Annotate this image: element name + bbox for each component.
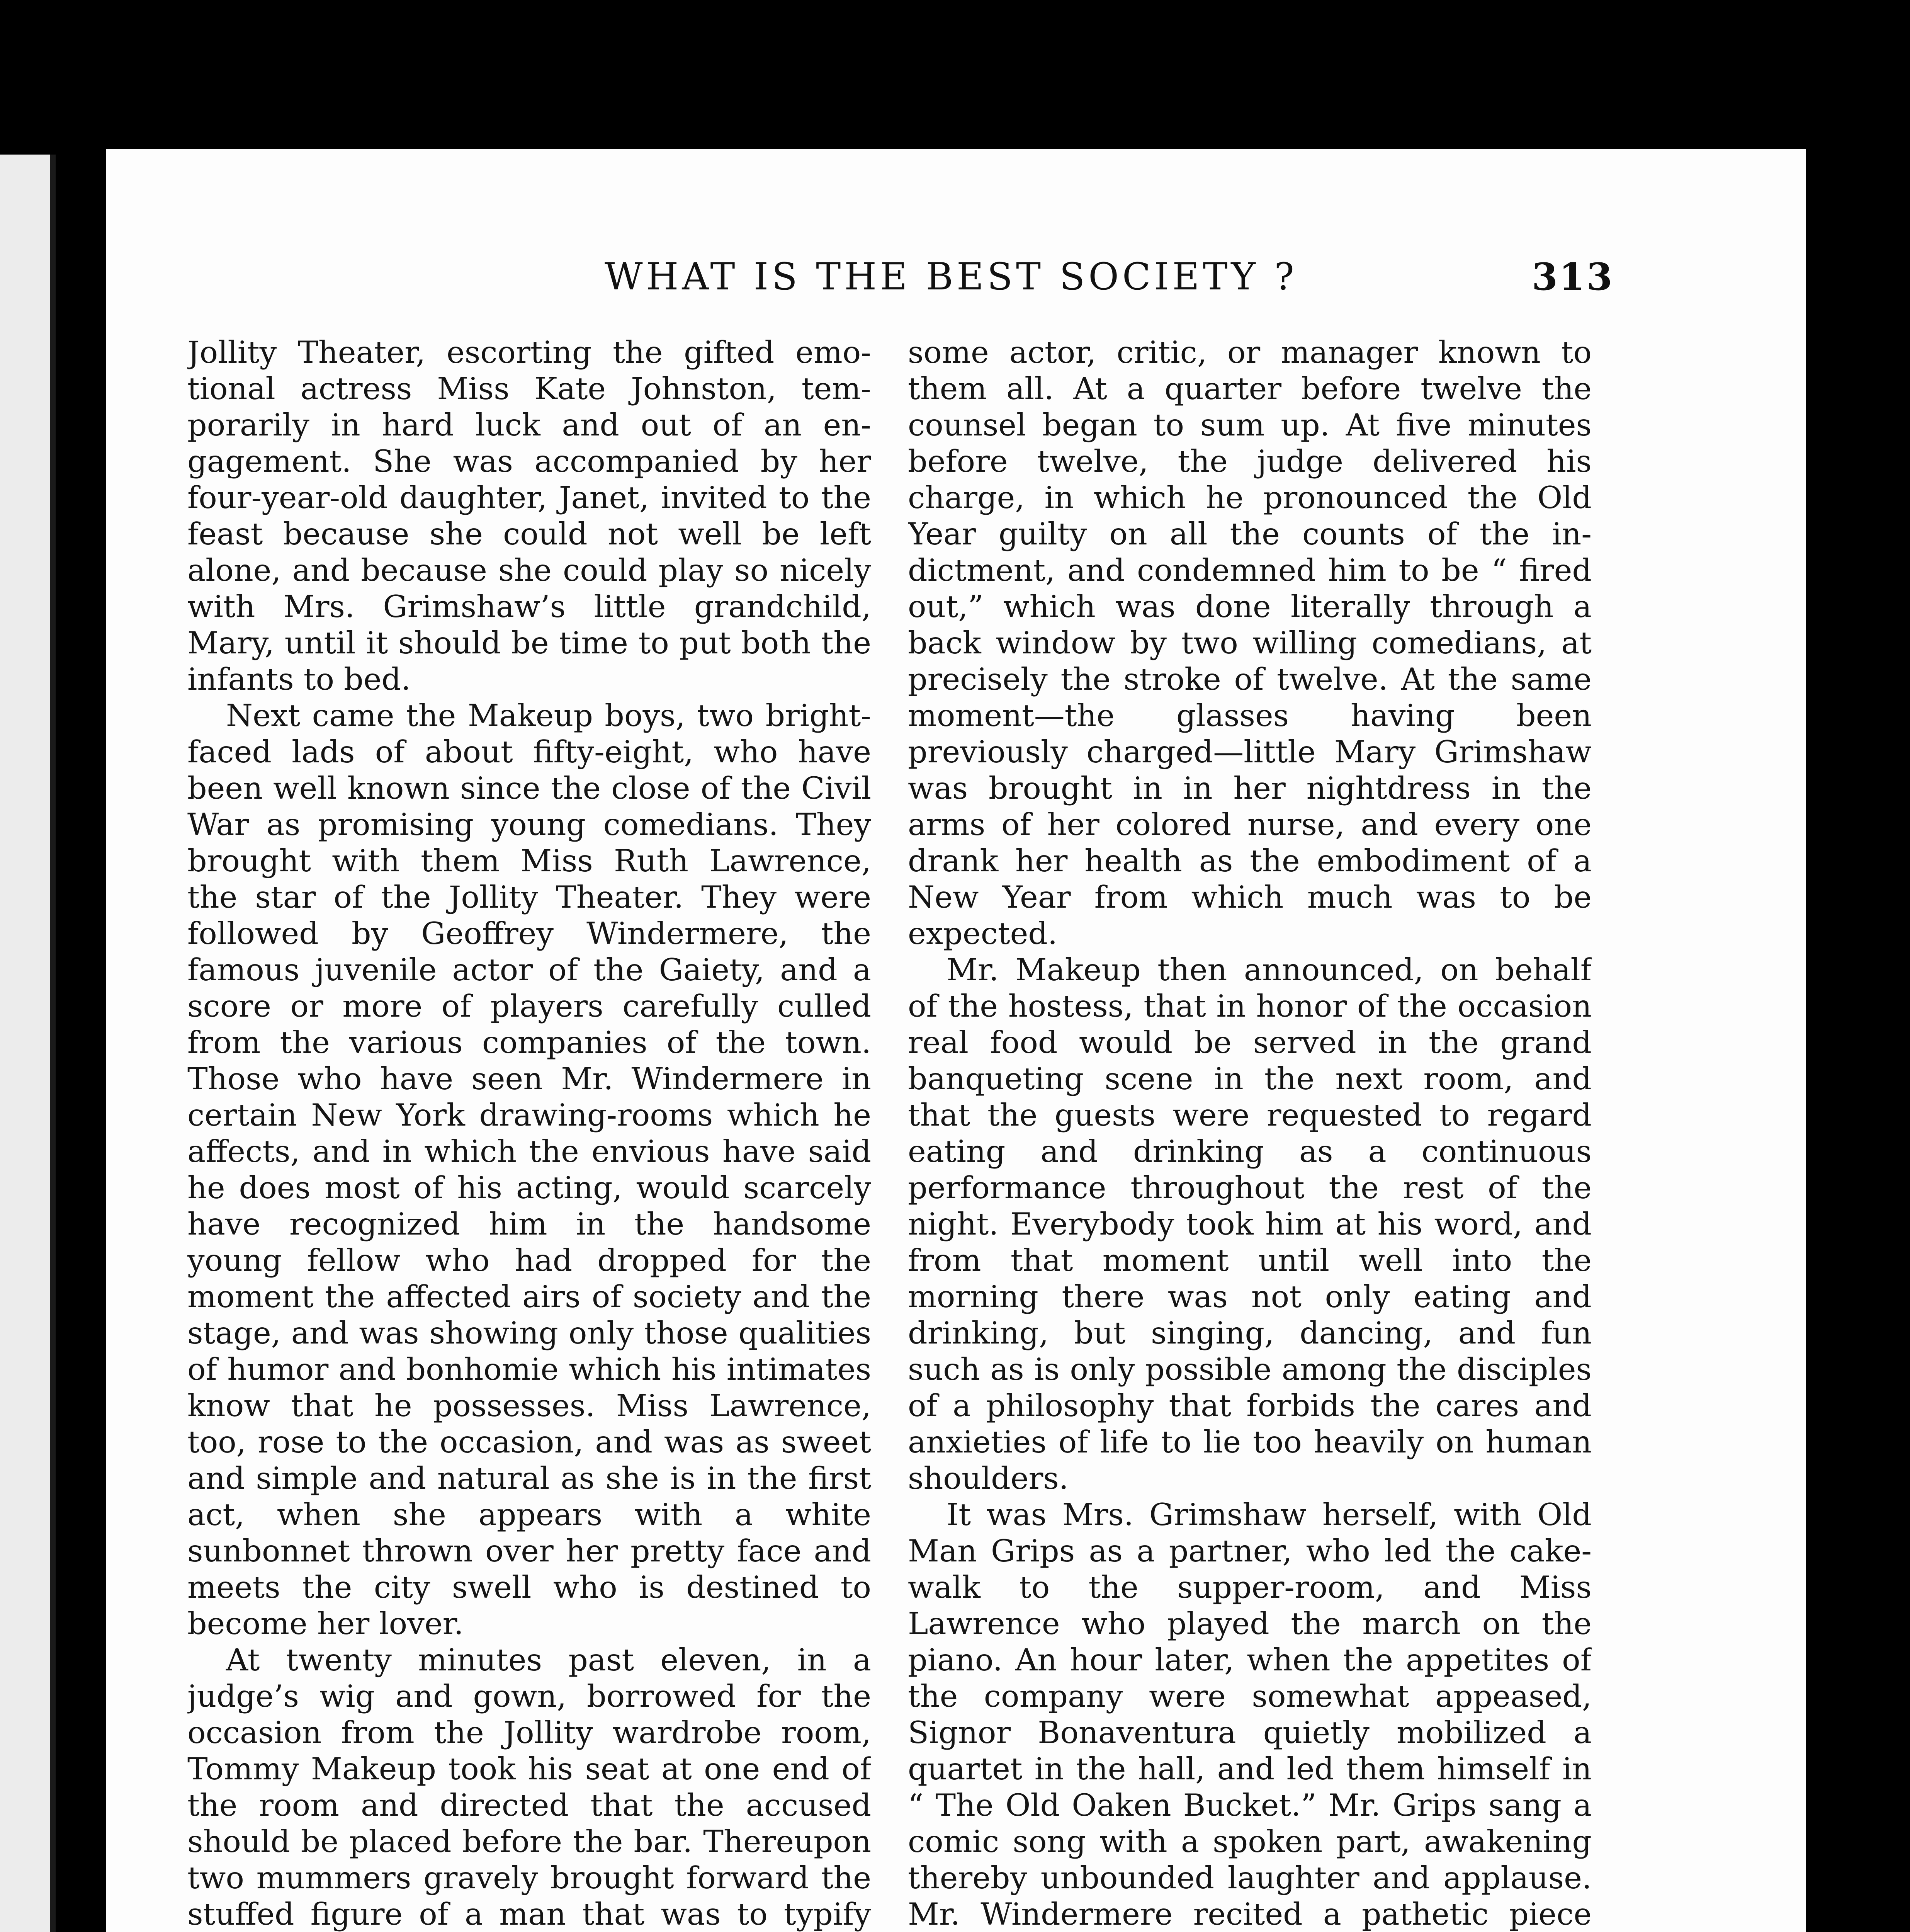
- facing-page-edge: [0, 155, 56, 1932]
- right-column: [908, 334, 1592, 1932]
- paragraph: It was Mrs. Grimshaw herself, with Old Man Grips as a partner, who led the cake-walk to the supper-room, and Miss Lawrence who played the march on the piano. An hour later, when the appetites of the company were somewhat appeased, Signor Bonaventura quietly mobilized a quartet in the hall, and led them himself in “ The Old Oaken Bucket.” Mr. Grips sang a comic song with a spoken part, awakening thereby unbounded laughter and applause. Mr. Windermere recited a pathetic piece: [908, 1497, 1592, 1932]
- paragraph: At twenty minutes past eleven, in a judge’s wig and gown, borrowed for the occasion from the Jollity wardrobe room, Tommy Makeup took his seat at one end of the room and directed that the accused should be placed before the bar. Thereupon two mummers gravely brought forward the stuffed figure of a man that was to typify: [187, 1642, 871, 1932]
- paragraph: some actor, critic, or manager known to them all. At a quarter before twelve the counsel began to sum up. At five minutes before twelve, the judge delivered his charge, in which he pronounced the Old Year guilty on all the counts of the indictment, and condemned him to be “ fired out,” which was done literally through a back window by two willing comedians, at precisely the stroke of twelve. At the same moment—the glasses having been previously charged—little Mary Grimshaw was brought in in her nightdress in the arms of her colored nurse, and every one drank her health as the embodiment of a New Year from which much was to be expected.: [908, 335, 1592, 951]
- magazine-page: [106, 149, 1806, 1932]
- running-title: WHAT IS THE BEST SOCIETY ?: [605, 255, 1298, 298]
- page-number: 313: [1532, 255, 1614, 299]
- left-column: [187, 334, 871, 1932]
- paragraph: Next came the Makeup boys, two bright-faced lads of about fifty-eight, who have been well known since the close of the Civil War as promising young comedians. They brought with them Miss Ruth Lawrence, the star of the Jollity Theater. They were followed by Geoffrey Windermere, the famous juvenile actor of the Gaiety, and a score or more of players carefully culled from the various companies of the town. Those who have seen Mr. Windermere in certain New York drawing-rooms which he affects, and in which the envious have said he does most of his acting, would scarcely have recognized him in the handsome young fellow who had dropped for the moment the affected airs of society and the stage, and was showing only those qualities of humor and bonhomie which his intimates know that he possesses. Miss Lawrence, too, rose to the occasion, and was as sweet and simple and natural as she is in the first act, when she appears with a white sunbonnet thrown over her pretty face and meets the city swell who is destined to become her lover.: [187, 698, 871, 1641]
- paragraph: Jollity Theater, escorting the gifted emotional actress Miss Kate Johnston, temporarily in hard luck and out of an engagement. She was accompanied by her four-year-old daughter, Janet, invited to the feast because she could not well be left alone, and because she could play so nicely with Mrs. Grimshaw’s little grandchild, Mary, until it should be time to put both the infants to bed.: [187, 335, 871, 697]
- paragraph: Mr. Makeup then announced, on behalf of the hostess, that in honor of the occasion real food would be served in the grand banqueting scene in the next room, and that the guests were requested to regard eating and drinking as a continuous performance throughout the rest of the night. Everybody took him at his word, and from that moment until well into the morning there was not only eating and drinking, but singing, dancing, and fun such as is only possible among the disciples of a philosophy that forbids the cares and anxieties of life to lie too heavily on human shoulders.: [908, 952, 1592, 1496]
- page-header: [106, 255, 1806, 313]
